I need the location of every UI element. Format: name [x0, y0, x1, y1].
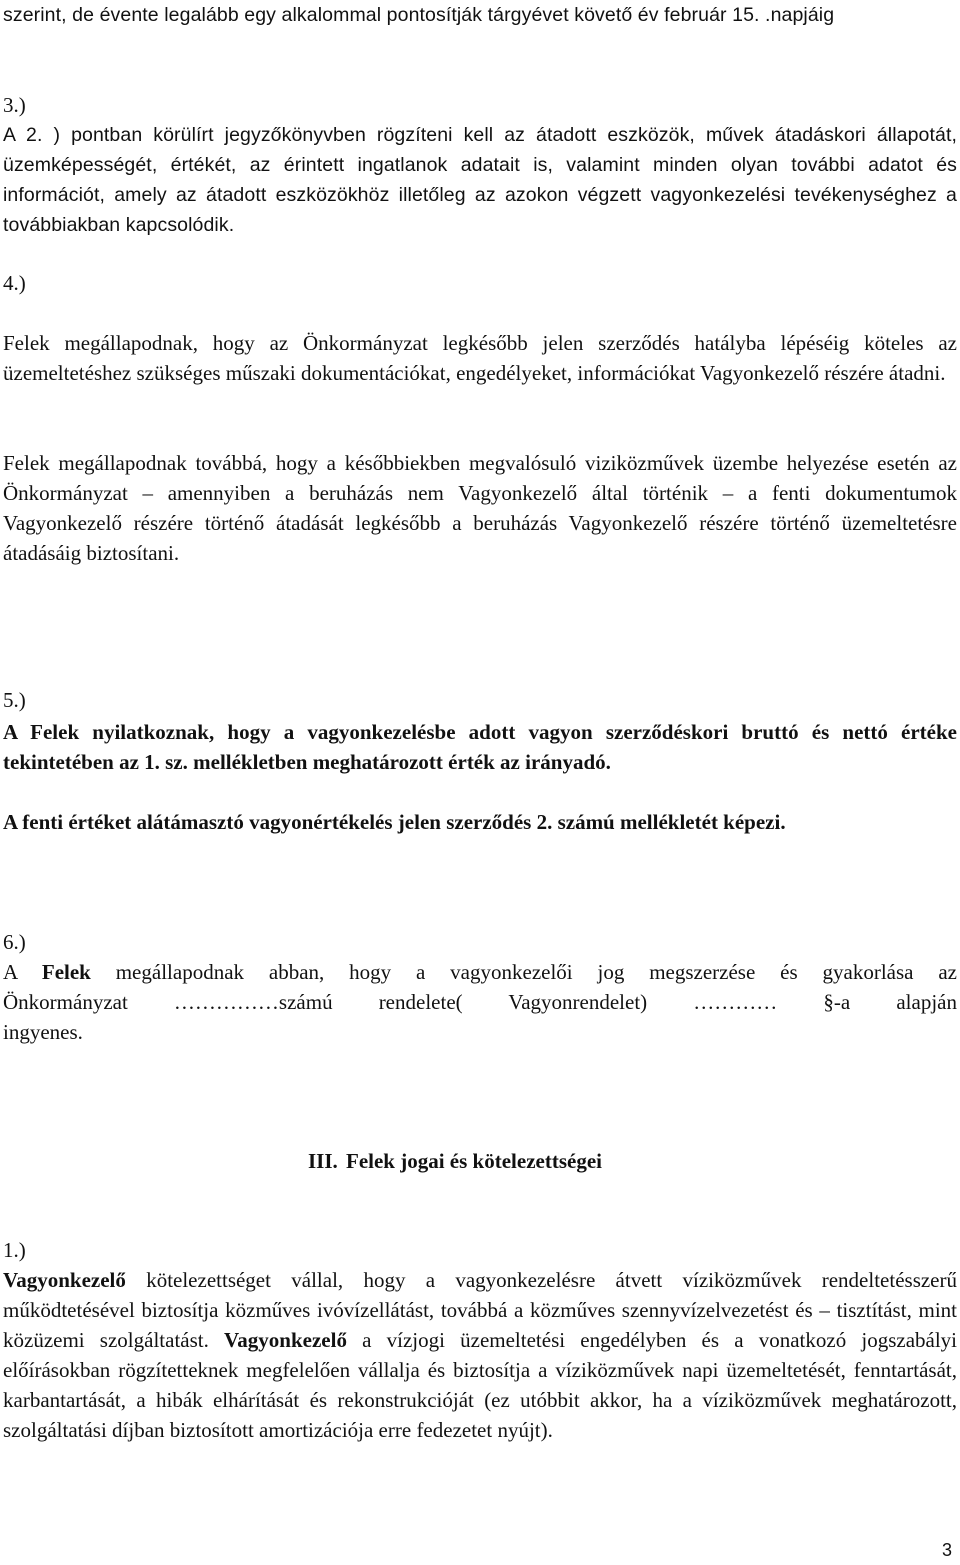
- section-4-number: 4.): [3, 271, 26, 295]
- section-5-paragraph-1: A Felek nyilatkoznak, hogy a vagyonkezelésbe adott vagyon szerződéskori bruttó és nettó értéke tekintetében az 1. sz. mellékletben meghatározott érték az irányadó.: [3, 720, 957, 774]
- section-6-line-1: A Felek megállapodnak abban, hogy a vagyonkezelői jog megszerzése és gyakorlása az: [3, 960, 957, 984]
- chapter-title: Felek jogai és kötelezettségei: [346, 1149, 602, 1173]
- chapter-heading: [308, 1146, 602, 1176]
- section-6-line-2: Önkormányzat ……………számú rendelete( Vagyonrendelet) ………… §-a alapján: [3, 990, 957, 1014]
- section-4-paragraph-2: Felek megállapodnak továbbá, hogy a későbbiekben megvalósuló viziközművek üzembe helyezése esetén az Önkormányzat – amennyiben a beruházás nem Vagyonkezelő által történik – a fenti dokumentumok Vagyonkezelő részére történő átadását legkésőbb a beruházás Vagyonkezelő részére történő üzemeltetésre átadásáig biztosítani.: [3, 451, 957, 565]
- chapter-number: III.: [308, 1149, 338, 1173]
- section-5-number: 5.): [3, 688, 26, 712]
- intro-paragraph: szerint, de évente legalább egy alkalommal pontosítják tárgyévet követő év február 15. .napjáig: [3, 4, 835, 26]
- section-3-number: 3.): [3, 93, 26, 117]
- section-4-paragraph-1: Felek megállapodnak, hogy az Önkormányzat legkésőbb jelen szerződés hatályba lépéséig köteles az üzemeltetéshez szükséges műszaki dokumentációkat, engedélyeket, információkat Vagyonkezelő részére átadni.: [3, 331, 957, 385]
- clause-1-number: 1.): [3, 1238, 26, 1262]
- page-number: 3: [941, 1540, 952, 1560]
- section-5-paragraph-2: A fenti értéket alátámasztó vagyonértékelés jelen szerződés 2. számú mellékletét képezi.: [3, 810, 786, 834]
- section-6-number: 6.): [3, 930, 26, 954]
- section-3-text: A 2. ) pontban körülírt jegyzőkönyvben rögzíteni kell az átadott eszközök, művek átadáskori állapotát, üzemképességét, értékét, az érintett ingatlanok adatait is, valamint minden olyan további adatot és információt, amely az átadott eszközökhöz illetőleg az azokon végzett vagyonkezelési tevékenységhez a továbbiakban kapcsolódik.: [3, 124, 957, 236]
- section-6-paragraph: [3, 957, 957, 1047]
- clause-1-paragraph: Vagyonkezelő kötelezettséget vállal, hogy a vagyonkezelésre átvett víziközművek rendeltetésszerű működtetésével biztosítja közműves ivóvízellátást, továbbá a közműves szennyvízelvezetést és – tisztítást, mint közüzemi szolgáltatást. Vagyonkezelő a vízjogi üzemeltetési engedélyben és a vonatkozó jogszabályi előírásokban rögzítetteknek megfelelően vállalja és biztosítja a víziközművek napi üzemeltetését, fenntartását, karbantartását, a hibák elhárítását és rekonstrukcióját (ez utóbbit akkor, ha a víziközművek meghatározott, szolgáltatási díjban biztosított amortizációja erre fedezetet nyújt).: [3, 1268, 958, 1442]
- section-6-line-3: ingyenes.: [3, 1020, 83, 1044]
